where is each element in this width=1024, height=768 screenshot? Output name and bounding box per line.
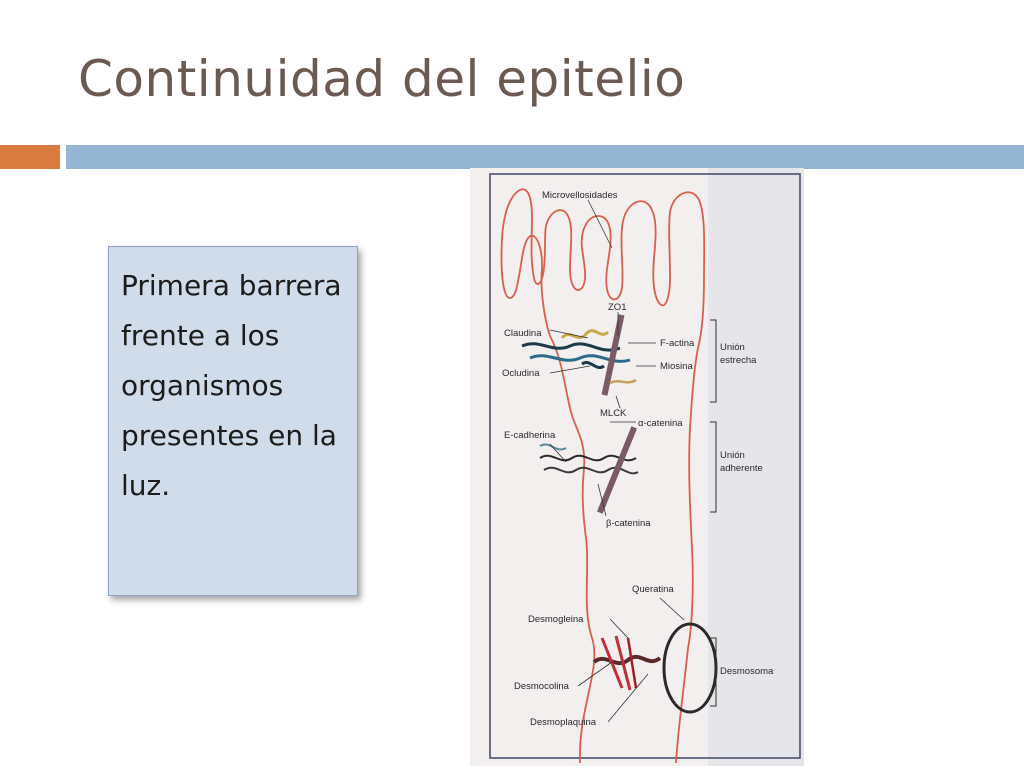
text-box-body: Primera barrera frente a los organismos presentes en la luz.: [121, 269, 342, 502]
label-f-actina: F-actina: [660, 338, 695, 349]
bracket-label-desmosoma: Desmosoma: [720, 666, 774, 677]
label-queratina: Queratina: [632, 584, 674, 595]
bracket-label-union-adherente-2: adherente: [720, 463, 763, 474]
title-rule-bar: [66, 145, 1024, 169]
label-claudina: Claudina: [504, 328, 542, 339]
label-desmocolina: Desmocolina: [514, 681, 569, 692]
text-box: [108, 246, 358, 596]
label-microvellosidades: Microvellosidades: [542, 190, 618, 201]
bracket-label-union-adherente-1: Unión: [720, 450, 745, 461]
label-e-cadherina: E-cadherina: [504, 430, 556, 441]
bracket-label-union-estrecha-2: estrecha: [720, 355, 757, 366]
bracket-label-union-estrecha-1: Unión: [720, 342, 745, 353]
slide-title: Continuidad del epitelio: [78, 50, 686, 108]
label-desmoplaquina: Desmoplaquina: [530, 717, 597, 728]
epithelium-junction-figure: [470, 168, 804, 766]
label-ocludina: Ocludina: [502, 368, 540, 379]
label-alpha-catenina: α-catenina: [638, 418, 683, 429]
label-desmogleina: Desmogleina: [528, 614, 584, 625]
label-beta-catenina: β-catenina: [606, 518, 651, 529]
label-miosina: Miosina: [660, 361, 693, 372]
label-mlck: MLCK: [600, 408, 627, 419]
figure-svg: [470, 168, 804, 766]
label-zo1: ZO1: [608, 302, 627, 313]
title-accent-bar: [0, 145, 60, 169]
